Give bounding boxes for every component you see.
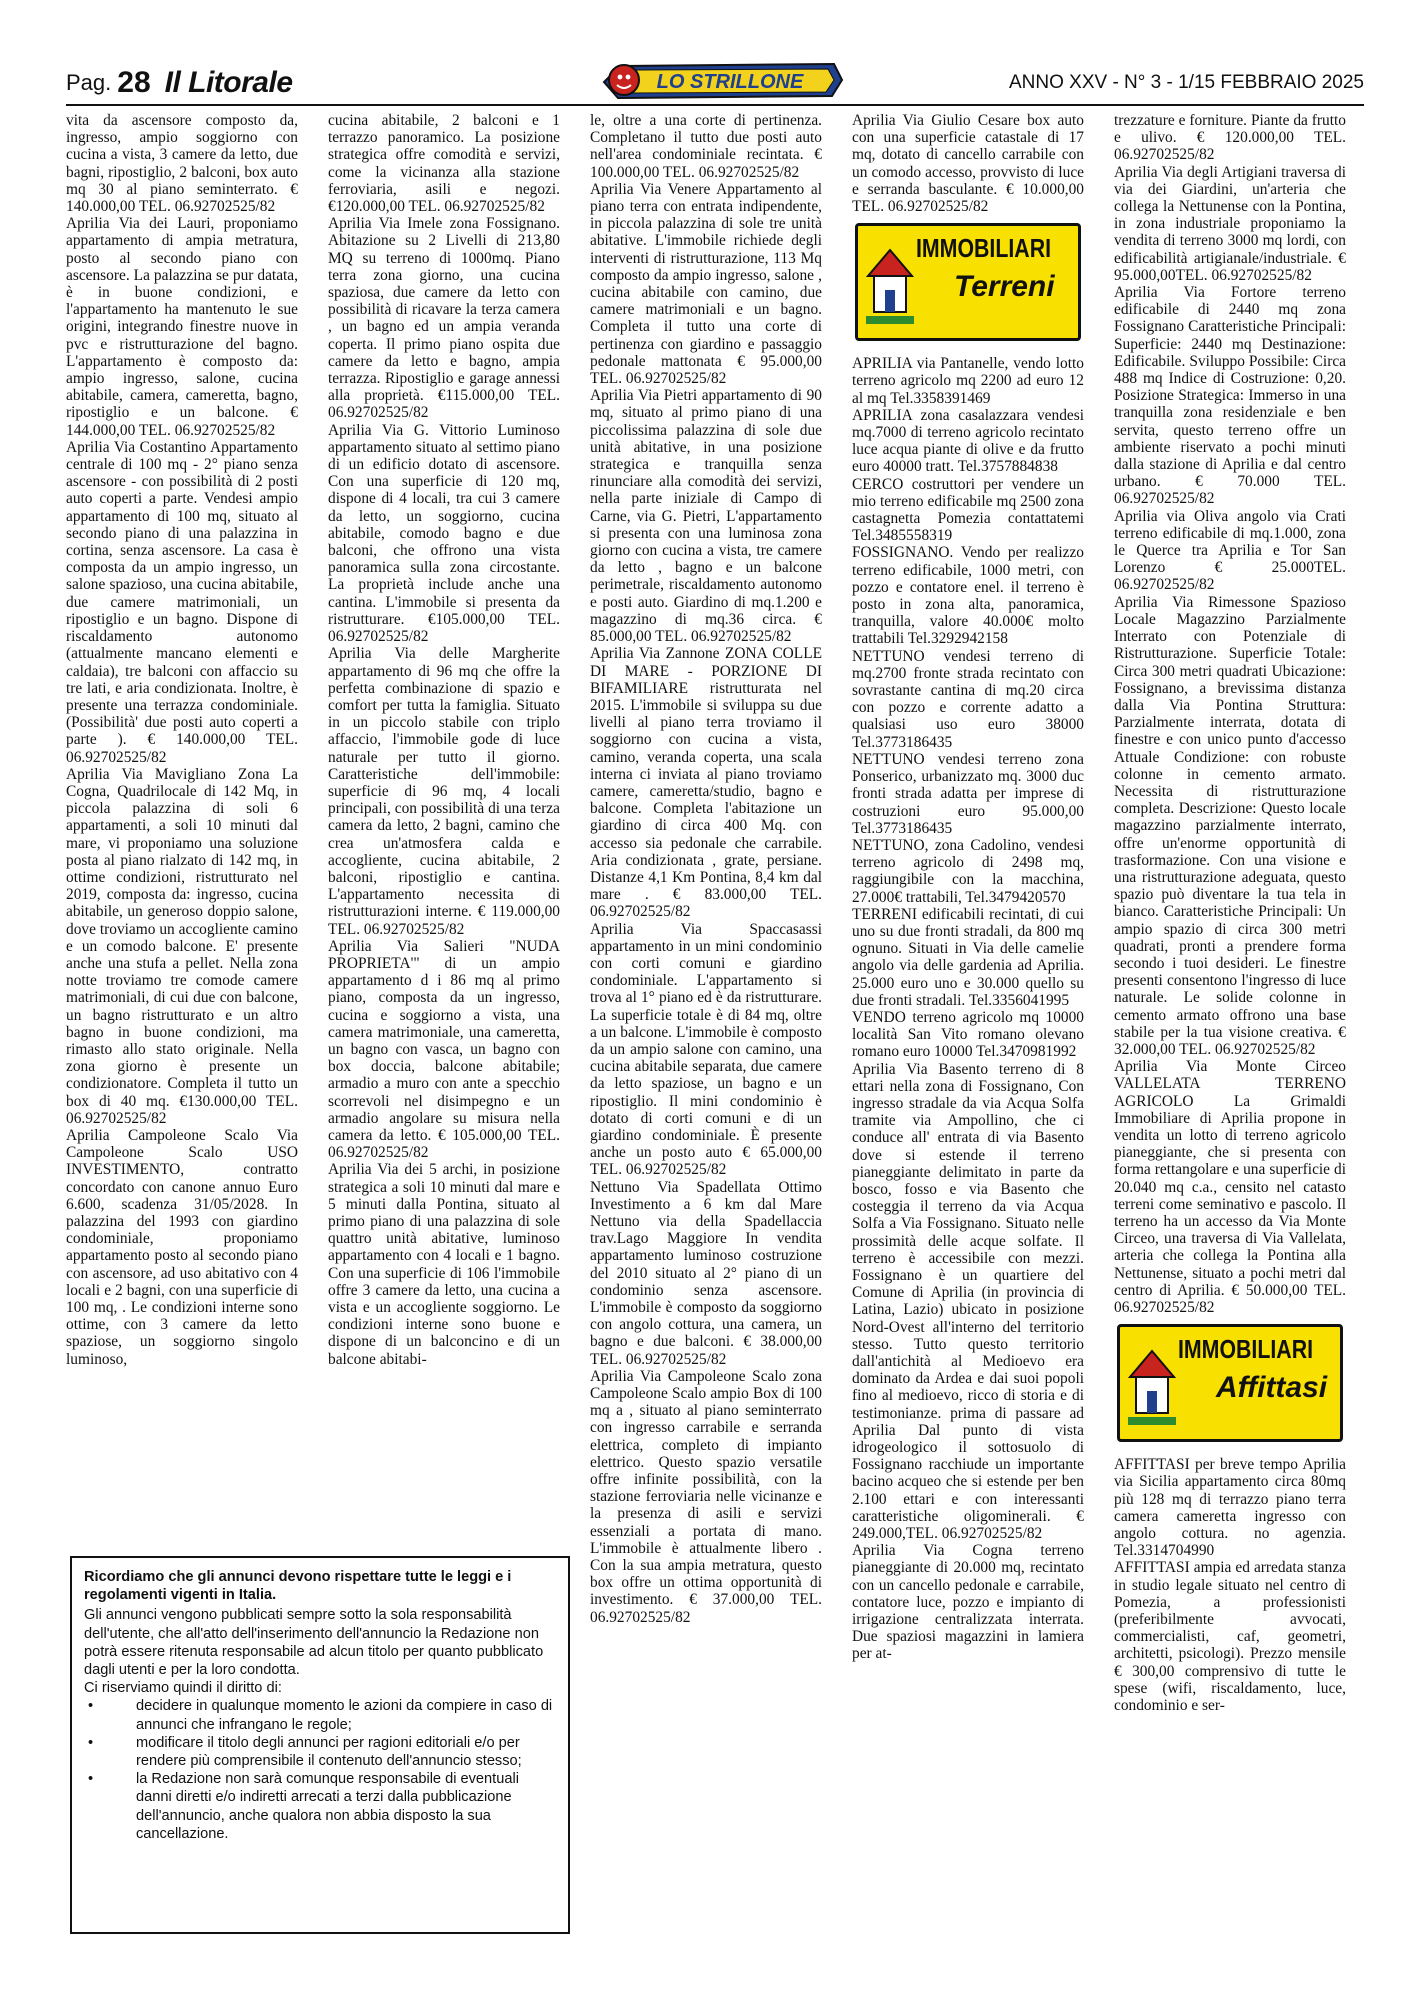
ad-text: NETTUNO vendesi terreno zona Ponserico, urbanizzato mq. 3000 duc fronti strada adatta per imprese di costruzioni euro 95.000,00 Tel.3773186435 [852, 750, 1084, 837]
disclaimer-item: • modificare il titolo degli annunci per ragioni editoriali e/o per rendere più comprensibile il contenuto dell'annuncio stesso; [84, 1734, 556, 1770]
ad-text: Aprilia Via degli Artigiani traversa di via dei Giardini, un'arteria che collega la Nettunense con la Pontina, in zona industriale proponiamo la vendita di terreno 3000 mq lordi, con edificabilità artigianale/industriale. € 95.000,00TEL. 06.92702525/82 [1114, 163, 1346, 284]
ad-text: APRILIA zona casalazzara vendesi mq.7000 di terreno agricolo recintato luce acqua piante di olive e da frutto euro 40000 tratt. Tel.3757884838 [852, 406, 1084, 476]
ad-text: FOSSIGNANO. Vendo per realizzo terreno edificabile, 1000 metri, con pozzo e contatore enel. il terreno è posto in zona alta, panoramica, tranquilla, valore 40.000€ molto trattabili Tel.3292942158 [852, 544, 1084, 648]
ad-text: Aprilia Via Fortore terreno edificabile di 2440 mq zona Fossignano Caratteristiche Principali: Superficie: 2440 mq Destinazione: Edificabile. Sviluppo Possibile: Circa 488 mq Indice di Costruzione: 0,20. Posizione Strategica: Immerso in una tranquilla zona residenziale e ben servita, questo terreno offre un ambiente riservato a pochi minuti dalla stazione di Aprilia e dal centro urbano. € 70.000 TEL. 06.92702525/82 [1114, 284, 1346, 508]
column-3 [590, 112, 822, 1942]
ad-text: Aprilia Via dei 5 archi, in posizione strategica a soli 10 minuti dal mare e 5 minuti dalla Pontina, situato al primo piano di una palazzina di sole quattro unità abitative, luminoso appartamento con 4 locali e 1 bagno. Con una superficie di 106 l'immobile offre 3 camere da letto, una cucina a vista e un accogliente soggiorno. Le condizioni interne sono buone e dispone di un balconcino e di un balcone abitabi- [328, 1161, 560, 1368]
ad-text: Aprilia Via Mavigliano Zona La Cogna, Quadrilocale di 142 Mq, in piccola palazzina di soli 6 appartamenti, a soli 10 minuti dal mare, vi proponiamo una soluzione posta al piano rialzato di 142 mq, in ottime condizioni, ristrutturato nel 2019, composta da: ingresso, cucina abitabile, un generoso doppio salone, dove troviamo un accogliente camino e un comodo balcone. E' presente anche una stufa a pellet. Nella zona notte troviamo tre comode camere matrimoniali, di cui due con balcone, un bagno ristrutturato e un altro bagno in buone condizioni, ma rimasto allo stato originale. Nella zona giorno è presente un condizionatore. Completa il tutto un box di 40 mq. €130.000,00 TEL. 06.92702525/82 [66, 765, 298, 1127]
header-rule [66, 104, 1364, 106]
logo-text: LO STRILLONE [656, 71, 804, 93]
column-1 [66, 112, 298, 1552]
disclaimer-intro: Gli annunci vengono pubblicati sempre sotto la sola responsabilità dell'utente, che all'atto dell'inserimento dell'annuncio la Redazione non potrà essere ritenuta responsabile ad alcun titolo per quanto pubblicato dagli utenti e per la loro condotta. [84, 1607, 544, 1679]
ad-text: NETTUNO vendesi terreno di mq.2700 fronte strada recintato con sovrastante cantina di mq.20 circa con pozzo e corrente adatto a qualsiasi uso euro 38000 Tel.3773186435 [852, 647, 1084, 751]
ad-text: AFFITTASI per breve tempo Aprilia via Sicilia appartamento circa 80mq più 128 mq di terrazzo piano terra camera cameretta ingresso con angolo cottura. no agenzia. Tel.3314704990 [1114, 1456, 1346, 1560]
ad-text: APRILIA via Pantanelle, vendo lotto terreno agricolo mq 2200 ad euro 12 al mq Tel.3358391469 [852, 355, 1084, 407]
house-icon [864, 236, 916, 332]
disclaimer-list [84, 1697, 556, 1843]
ad-text: NETTUNO, zona Cadolino, vendesi terreno agricolo di 2498 mq, raggiungibile con la macchina, 27.000€ trattabili, Tel.3479420570 [852, 836, 1084, 906]
affittasi-section-badge [1117, 1324, 1343, 1442]
column-4 [852, 112, 1084, 1942]
ad-text: trezzature e forniture. Piante da frutto e ulivo. € 120.000,00 TEL. 06.92702525/82 [1114, 112, 1346, 164]
newspaper-title: Il Litorale [164, 66, 293, 99]
disclaimer-item: • la Redazione non sarà comunque responsabile di eventuali danni diretti e/o indiretti arrecati a terzi dalla pubblicazione dell'annuncio, anche qualora non abbia disposto la sua cancellazione. [84, 1770, 556, 1843]
ad-text: Aprilia Via Zannone ZONA COLLE DI MARE - PORZIONE DI BIFAMILIARE ristrutturata nel 2015. L'immobile si sviluppa su due livelli al piano terra troviamo il soggiorno con cucina a vista, camino, veranda coperta, una scala interna ci inviata al piano troviamo camere, cameretta/studio, bagno e balcone. Completa l'abitazione un giardino di circa 400 Mq. con accesso sia pedonale che carrabile. Aria condizionata , grate, persiane. Distanze 4,1 Km Pontina, 8,4 km dal mare . € 83.000,00 TEL. 06.92702525/82 [590, 645, 822, 921]
ad-text: Aprilia Via Salieri "NUDA PROPRIETA'" di un ampio appartamento d i 86 mq al primo piano, composta da un ingresso, cucina e soggiorno a vista, una camera matrimoniale, una cameretta, un bagno con vasca, un bagno con box doccia, balcone abitabile; armadio a muro con ante a specchio scorrevoli nel disimpegno e un armadio angolare su misura nella camera da letto. € 105.000,00 TEL. 06.92702525/82 [328, 937, 560, 1162]
header-left [66, 66, 293, 100]
ad-text: Aprilia Via Campoleone Scalo zona Campoleone Scalo ampio Box di 100 mq a , situato al piano seminterrato con ingresso carrabile e serranda elettrica, completo di impianto elettrico. Questo spazio versatile offre infinite possibilità, con la stazione ferroviaria nelle vicinanze e la presenza di asili e servizi essenziali a portata di mano. L'immobile è attualmente libero . Con la sua ampia metratura, questo box offre un ottima opportunità di investimento. € 37.000,00 TEL. 06.92702525/82 [590, 1367, 822, 1626]
disclaimer-title: Ricordiamo che gli annunci devono rispettare tutte le leggi e i regolamenti vigenti in Italia. [84, 1569, 512, 1604]
page-number: 28 [117, 66, 151, 99]
ad-text: Aprilia Via Imele zona Fossignano. Abitazione su 2 Livelli di 213,80 MQ su terreno di 1000mq. Piano terra zona giorno, una cucina spaziosa, due camere da letto con possibilità di ricavare la terza camera , un bagno ed un ampia veranda coperta. Il primo piano ospita due camere da letto e bagno, ampia terrazza. Ripostiglio e garage annessi alla proprietà. €115.000,00 TEL. 06.92702525/82 [328, 215, 560, 422]
terreni-section-badge [855, 223, 1081, 341]
badge-title: IMMOBILIARI [916, 233, 1052, 264]
ad-text: Aprilia Via Venere Appartamento al piano terra con entrata indipendente, in piccola palazzina di sole tre unità abitative. L'immobile richiede degli interventi di ristrutturazione, 113 Mq composto da ampio ingresso, salone , cucina abitabile con camino, due camere matrimoniali e un bagno. Completa il tutto una corte di pertinenza con giardino e passaggio pedonale mattonata € 95.000,00 TEL. 06.92702525/82 [590, 180, 822, 388]
disclaimer-rights: Ci riserviamo quindi il diritto di: [84, 1680, 282, 1697]
ad-text: CERCO costruttori per vendere un mio terreno edificabile mq 2500 zona castagnetta Pomezia contattatemi Tel.3485558319 [852, 475, 1084, 545]
lo-strillone-logo [598, 58, 848, 102]
house-icon [1126, 1337, 1178, 1433]
ad-text: Aprilia Via Rimessone Spazioso Locale Magazzino Parzialmente Interrato con Potenziale di Ristrutturazione. Superficie Totale: Circa 300 metri quadrati Ubicazione: Fossignano, a brevissima distanza dalla Via Pontina Struttura: Parzialmente interrata, dotata di finestre e con unico punto d'accesso Attuale Condizione: con robuste colonne in cemento armato. Necessita di ristrutturazione completa. Descrizione: Questo locale magazzino parzialmente interrato, offre un'enorme opportunità di trasformazione. Con una visione e una ristrutturazione adeguata, questo spazio può diventare la tua tela in bianco. Caratteristiche Principali: Un ampio spazio di circa 300 metri quadrati, pronti a prendere forma secondo i tuoi desideri. Le finestre presenti consentono l'ingresso di luce naturale. Le solide colonne in cemento armato offrono una base stabile per la tua visione creativa. € 32.000,00 TEL. 06.92702525/82 [1114, 593, 1346, 1058]
ad-text: Aprilia Via Monte Circeo VALLELATA TERRENO AGRICOLO La Grimaldi Immobiliare di Aprilia propone in vendita un lotto di terreno agricolo pianeggiante, che si presenta con forma rettangolare e una superficie di 20.040 mq c.a., censito nel catasto terreni come seminativo e pascolo. Il terreno ha un accesso da Via Monte Circeo, una traversa di Via Vallelata, arteria che collega la Pontina alla Nettunense, situato a pochi metri dal centro di Aprilia. € 50.000,00 TEL. 06.92702525/82 [1114, 1058, 1346, 1317]
ad-text: vita da ascensore composto da, ingresso, ampio soggiorno con cucina a vista, 3 camere da letto, due bagni, ripostiglio, 2 balconi, box auto mq 30 al piano seminterrato. € 140.000,00 TEL. 06.92702525/82 [66, 112, 298, 216]
ad-text: Aprilia Via Giulio Cesare box auto con una superficie catastale di 17 mq, dotato di cancello carrabile con un comodo accesso, provvisto di luce e serranda basculante. € 10.000,00 TEL. 06.92702525/82 [852, 112, 1084, 216]
ad-text: Aprilia Campoleone Scalo Via Campoleone Scalo USO INVESTIMENTO, contratto concordato con canone annuo Euro 6.600, scadenza 31/05/2028. In palazzina del 1993 con giardino condominiale, proponiamo appartamento posto al secondo piano con ascensore, ad uso abitativo con 4 locali e 2 bagni, con una superficie di 100 mq, . Le condizioni interne sono ottime, con 3 camere da letto spaziose, un soggiorno singolo luminoso, [66, 1126, 298, 1368]
disclaimer-box [70, 1556, 570, 1934]
ad-text: cucina abitabile, 2 balconi e 1 terrazzo panoramico. La posizione strategica offre comodità e servizi, come la vicinanza alla stazione ferroviaria, asili e negozi. €120.000,00 TEL. 06.92702525/82 [328, 112, 560, 216]
badge-title: IMMOBILIARI [1178, 1334, 1314, 1365]
disclaimer-item: • decidere in qualunque momento le azioni da compiere in caso di annunci che infrangano le regole; [84, 1697, 556, 1733]
ad-text: Aprilia Via dei Lauri, proponiamo appartamento di ampia metratura, posto al secondo piano con ascensore. La palazzina se pur datata, è in buone condizioni, e l'appartamento ha mantenuto le sue origini, integrando finestre nuove in pvc e ristrutturazione del bagno. L'appartamento è composto da: ampio ingresso, salone, cucina abitabile, camera, cameretta, bagno, ripostiglio e un balcone. € 144.000,00 TEL. 06.92702525/82 [66, 215, 298, 439]
ad-text: Aprilia Via delle Margherite appartamento di 96 mq che offre la perfetta combinazione di spazio e comfort per tutta la famiglia. Situato in un piccolo stabile con triplo affaccio, l'immobile gode di luce naturale per tutto il giorno. Caratteristiche dell'immobile: superficie di 96 mq, 4 locali principali, con possibilità di una terza camera da letto, 2 bagni, camino che crea un'atmosfera calda e accogliente, cucina abitabile, 2 balconi, ripostiglio e cantina. L'appartamento necessita di ristrutturazioni interne. € 119.000,00 TEL. 06.92702525/82 [328, 645, 560, 938]
ad-text: TERRENI edificabili recintati, di cui uno su due fronti stradali, da 800 mq ognuno. Situati in Via delle camelie angolo via delle gardenia ad Aprilia. 25.000 euro uno e 30.000 quello su due fronti stradali. Tel.3356041995 [852, 905, 1084, 1009]
page-label: Pag. [66, 70, 112, 95]
column-5 [1114, 112, 1346, 1942]
badge-subtitle: Terreni [954, 270, 1055, 304]
ad-text: Aprilia Via Costantino Appartamento centrale di 100 mq - 2° piano senza ascensore - con possibilità di 2 posti auto coperti a parte. Vendesi ampio appartamento di 100 mq, situato al secondo piano di una palazzina in cortina, senza ascensore. La casa è composta da un ampio ingresso, un salone spazioso, una cucina abitabile, due camere matrimoniali, un ripostiglio e un bagno. Dispone di riscaldamento autonomo (attualmente mancano elementi e caldaia), tre balconi con affaccio su tre lati, e aria condizionata. Inoltre, è presente una terrazza condominiale. (Possibilità' due posti auto coperti a parte ). € 140.000,00 TEL. 06.92702525/82 [66, 438, 298, 766]
ad-text: Aprilia Via G. Vittorio Luminoso appartamento situato al settimo piano di un edificio dotato di ascensore. Con una superficie di 120 mq, dispone di 4 locali, tra cui 3 camere da letto, un soggiorno, cucina abitabile, comodo bagno e due balconi, che offrono una vista panoramica sulla zona circostante. La proprietà include anche una cantina. L'immobile si presenta da ristrutturare. €105.000,00 TEL. 06.92702525/82 [328, 421, 560, 646]
ad-text: Aprilia via Oliva angolo via Crati terreno edificabile di mq.1.000, zona le Querce tra Aprilia e Tor San Lorenzo € 25.000TEL. 06.92702525/82 [1114, 507, 1346, 594]
issue-info: ANNO XXV - N° 3 - 1/15 FEBBRAIO 2025 [1008, 72, 1364, 93]
ad-text: Aprilia Via Basento terreno di 8 ettari nella zona di Fossignano, Con ingresso stradale da via Acqua Solfa tramite via Ampollino, che ci conduce all' entrata di via Basento dove si estende il terreno pianeggiante delimitato in parte da bosco, fosso e via Basento che costeggia il terreno da via Acqua Solfa a Via Fossignano. Situato nelle prossimità delle acque solfate. Il terreno è accessibile con mezzi. Fossignano è un quartiere del Comune di Aprilia (in provincia di Latina, Lazio) ubicato in posizione Nord-Ovest all'interno del territorio stesso. Tutto questo territorio dall'antichità al Medioevo era dominato da Ardea e dai suoi popoli fino al medioevo, ricco di storia e di testimonianze. prima di passare ad Aprilia Dal punto di vista idrogeologico il sottosuolo di Fossignano racchiude un importante bacino acqueo che si estende per ben 2.100 ettari e con interessanti caratteristiche oligominerali. € 249.000,TEL. 06.92702525/82 [852, 1060, 1084, 1543]
ad-text: Aprilia Via Spaccasassi appartamento in un mini condominio con corti comuni e giardino condominiale. L'appartamento si trova al 1° piano ed è da ristrutturare. La superficie totale è di 84 mq, oltre a un balcone. L'immobile è composto da un ampio salone con camino, una cucina abitabile separata, due camere da letto spaziose, un bagno e un ripostiglio. Il mini condominio è dotato di corti comuni e di un giardino condominiale. È presente anche un posto auto € 65.000,00 TEL. 06.92702525/82 [590, 920, 822, 1179]
badge-subtitle: Affittasi [1216, 1371, 1328, 1405]
ad-text: Aprilia Via Cogna terreno pianeggiante di 20.000 mq, recintato con un cancello pedonale e carrabile, contatore luce, pozzo e impianto di irrigazione centralizzata interrata. Due spaziosi magazzini in lamiera per at- [852, 1542, 1084, 1663]
page-header [66, 60, 1364, 102]
column-2 [328, 112, 560, 1552]
ad-text: VENDO terreno agricolo mq 10000 località San Vito romano olevano romano euro 10000 Tel.3470981992 [852, 1008, 1084, 1061]
ad-text: le, oltre a una corte di pertinenza. Completano il tutto due posti auto nell'area condominiale recintata. € 100.000,00 TEL. 06.92702525/82 [590, 112, 822, 181]
ad-text: Aprilia Via Pietri appartamento di 90 mq, situato al primo piano di una piccolissima palazzina di sole due unità abitative, in una posizione strategica e tranquilla senza rinunciare alla comodità dei servizi, nella parte iniziale di Campo di Carne, via G. Pietri, L'appartamento si presenta con una luminosa zona giorno con cucina a vista, tre camere da letto , bagno e un balcone perimetrale, riscaldamento autonomo e posti auto. Giardino di mq.1.200 e magazzino di mq.36 circa. € 85.000,00 TEL. 06.92702525/82 [590, 387, 822, 646]
ad-text: Nettuno Via Spadellata Ottimo Investimento a 6 km dal Mare Nettuno via della Spadellaccia trav.Lago Maggiore In vendita appartamento luminoso costruzione del 2010 situato al 2° piano di un condominio senza ascensore. L'immobile è composto da soggiorno con angolo cottura, una camera, un bagno e due balconi. € 38.000,00 TEL. 06.92702525/82 [590, 1178, 822, 1368]
ad-text: AFFITTASI ampia ed arredata stanza in studio legale situato nel centro di Pomezia, a professionisti (preferibilmente avvocati, commercialisti, caf, geometri, architetti, psicologi). Prezzo mensile € 300,00 comprensivo di tutte le spese (wifi, riscaldamento, luce, condominio e ser- [1114, 1559, 1346, 1715]
